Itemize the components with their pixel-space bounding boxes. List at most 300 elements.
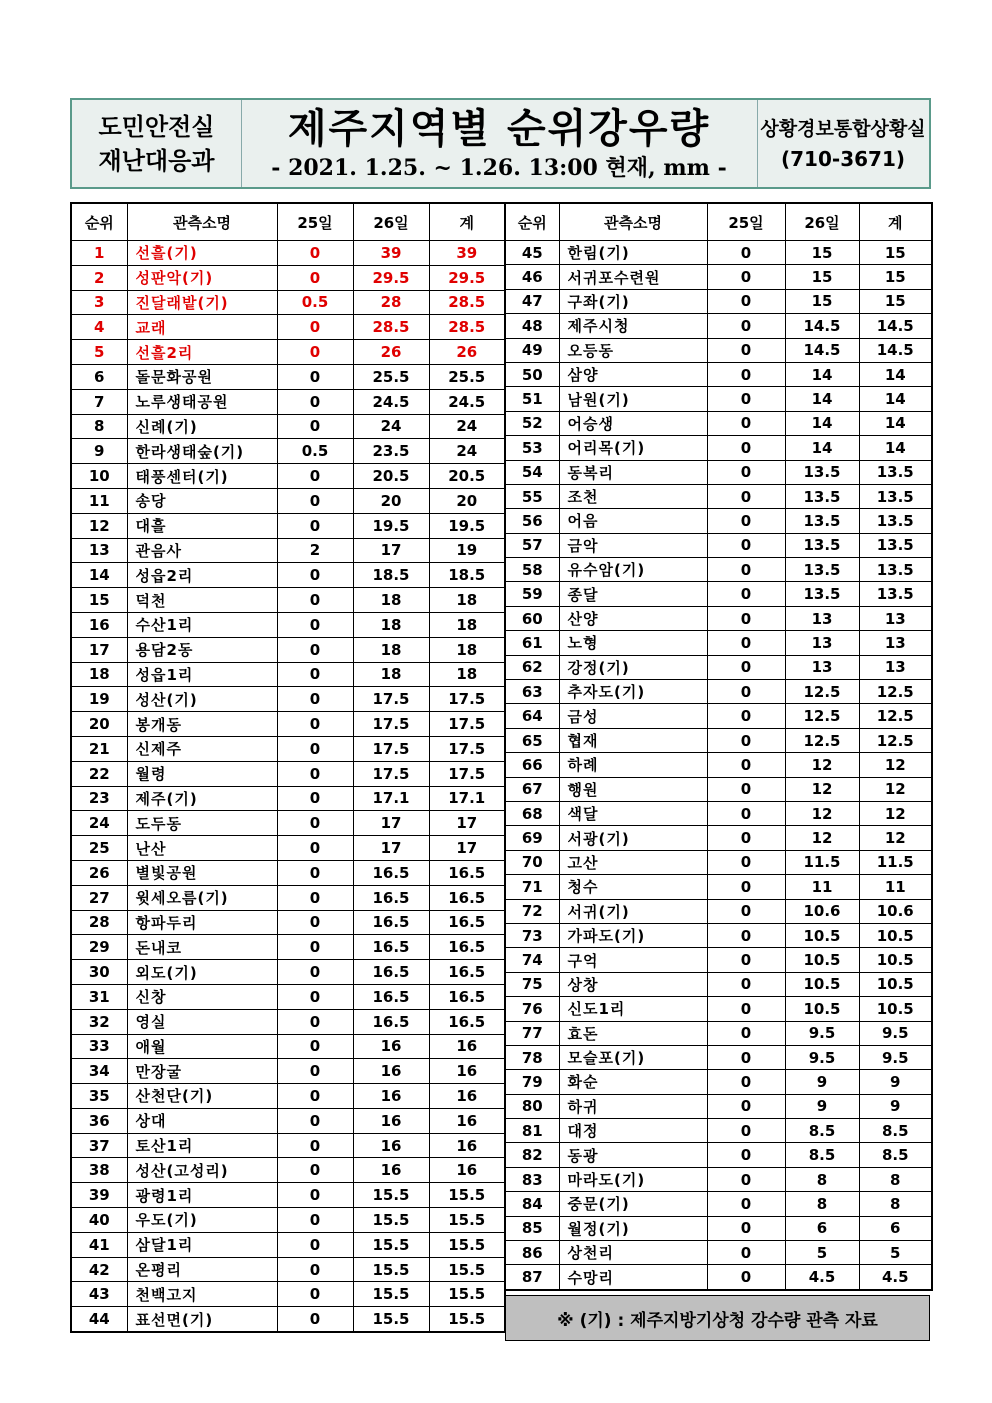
station-name-cell: 성읍2리 — [127, 563, 277, 588]
table-row — [505, 1119, 932, 1143]
day26-cell: 39 — [353, 241, 429, 266]
day26-cell: 18 — [353, 612, 429, 637]
table-row — [505, 1094, 932, 1118]
rank-cell: 87 — [505, 1265, 559, 1290]
table-row — [71, 786, 505, 811]
day26-cell: 10.5 — [785, 923, 859, 947]
day26-cell: 15.5 — [353, 1232, 429, 1257]
station-name-cell: 윗세오름(기) — [127, 885, 277, 910]
rank-cell: 86 — [505, 1241, 559, 1265]
station-name-cell: 가파도(기) — [559, 923, 707, 947]
station-name-cell: 제주(기) — [127, 786, 277, 811]
rank-cell: 17 — [71, 637, 127, 662]
day26-cell: 6 — [785, 1216, 859, 1240]
day25-cell: 0 — [277, 488, 353, 513]
table-row — [71, 290, 505, 315]
station-name-cell: 협재 — [559, 728, 707, 752]
rank-cell: 79 — [505, 1070, 559, 1094]
rank-cell: 47 — [505, 289, 559, 313]
office-name: 상황경보통합상황실 — [760, 117, 926, 140]
day25-cell: 0 — [707, 631, 785, 655]
total-cell: 16 — [429, 1084, 505, 1109]
station-name-cell: 금악 — [559, 533, 707, 557]
day26-cell: 9.5 — [785, 1045, 859, 1069]
rank-cell: 61 — [505, 631, 559, 655]
contact-block — [757, 100, 929, 187]
total-cell: 14.5 — [859, 338, 932, 362]
station-name-cell: 만장굴 — [127, 1059, 277, 1084]
day25-cell: 0 — [707, 801, 785, 825]
day25-cell: 0.5 — [277, 290, 353, 315]
col-station: 관측소명 — [127, 203, 277, 241]
day26-cell: 16 — [353, 1059, 429, 1084]
col-total: 계 — [859, 203, 932, 241]
rank-cell: 75 — [505, 972, 559, 996]
day26-cell: 16 — [353, 1133, 429, 1158]
rank-cell: 73 — [505, 923, 559, 947]
station-name-cell: 월정(기) — [559, 1216, 707, 1240]
day25-cell: 0 — [707, 923, 785, 947]
day25-cell: 0 — [707, 850, 785, 874]
table-row — [71, 315, 505, 340]
day26-cell: 16 — [353, 1084, 429, 1109]
office-phone: (710-3671) — [781, 146, 905, 171]
day25-cell: 0 — [707, 436, 785, 460]
station-name-cell: 성읍1리 — [127, 662, 277, 687]
table-row — [71, 1084, 505, 1109]
total-cell: 8.5 — [859, 1143, 932, 1167]
day25-cell: 0 — [277, 687, 353, 712]
station-name-cell: 구좌(기) — [559, 289, 707, 313]
day25-cell: 2 — [277, 538, 353, 563]
total-cell: 17.5 — [429, 712, 505, 737]
day25-cell: 0 — [707, 265, 785, 289]
day25-cell: 0 — [707, 314, 785, 338]
day26-cell: 17 — [353, 836, 429, 861]
total-cell: 15 — [859, 265, 932, 289]
station-name-cell: 신창 — [127, 984, 277, 1009]
total-cell: 13 — [859, 655, 932, 679]
rank-cell: 43 — [71, 1282, 127, 1307]
station-name-cell: 선흘2리 — [127, 340, 277, 365]
station-name-cell: 항파두리 — [127, 910, 277, 935]
day25-cell: 0 — [277, 935, 353, 960]
day26-cell: 12.5 — [785, 728, 859, 752]
day26-cell: 18 — [353, 662, 429, 687]
rank-cell: 42 — [71, 1257, 127, 1282]
day25-cell: 0 — [707, 777, 785, 801]
total-cell: 12.5 — [859, 704, 932, 728]
day26-cell: 24.5 — [353, 389, 429, 414]
rank-cell: 68 — [505, 801, 559, 825]
day25-cell: 0 — [277, 1158, 353, 1183]
station-name-cell: 동복리 — [559, 460, 707, 484]
table-row — [505, 1070, 932, 1094]
rank-cell: 46 — [505, 265, 559, 289]
day25-cell: 0 — [707, 704, 785, 728]
day25-cell: 0 — [707, 362, 785, 386]
table-row — [71, 761, 505, 786]
rank-cell: 31 — [71, 984, 127, 1009]
rank-cell: 6 — [71, 364, 127, 389]
total-cell: 15 — [859, 289, 932, 313]
rank-cell: 27 — [71, 885, 127, 910]
table-row — [71, 935, 505, 960]
total-cell: 15.5 — [429, 1307, 505, 1332]
station-name-cell: 한라생태숲(기) — [127, 439, 277, 464]
table-row — [505, 1167, 932, 1191]
rank-cell: 77 — [505, 1021, 559, 1045]
rank-cell: 36 — [71, 1108, 127, 1133]
station-name-cell: 성산(기) — [127, 687, 277, 712]
station-name-cell: 청수 — [559, 875, 707, 899]
col-rank: 순위 — [71, 203, 127, 241]
day25-cell: 0 — [277, 612, 353, 637]
rank-cell: 9 — [71, 439, 127, 464]
total-cell: 16 — [429, 1059, 505, 1084]
day25-cell: 0 — [277, 1232, 353, 1257]
total-cell: 28.5 — [429, 290, 505, 315]
day26-cell: 17.5 — [353, 761, 429, 786]
day25-cell: 0 — [707, 826, 785, 850]
day26-cell: 8 — [785, 1167, 859, 1191]
day26-cell: 10.5 — [785, 972, 859, 996]
day25-cell: 0 — [277, 1282, 353, 1307]
total-cell: 16.5 — [429, 935, 505, 960]
day26-cell: 18 — [353, 637, 429, 662]
rank-cell: 2 — [71, 265, 127, 290]
table-row — [505, 338, 932, 362]
day25-cell: 0 — [707, 972, 785, 996]
rank-cell: 84 — [505, 1192, 559, 1216]
total-cell: 16 — [429, 1034, 505, 1059]
rank-cell: 63 — [505, 680, 559, 704]
station-name-cell: 어리목(기) — [559, 436, 707, 460]
day26-cell: 11.5 — [785, 850, 859, 874]
day26-cell: 28 — [353, 290, 429, 315]
rank-cell: 58 — [505, 558, 559, 582]
rank-cell: 7 — [71, 389, 127, 414]
total-cell: 13.5 — [859, 460, 932, 484]
total-cell: 11.5 — [859, 850, 932, 874]
station-name-cell: 상대 — [127, 1108, 277, 1133]
rank-cell: 10 — [71, 464, 127, 489]
table-row — [71, 464, 505, 489]
rank-cell: 51 — [505, 387, 559, 411]
station-name-cell: 모슬포(기) — [559, 1045, 707, 1069]
rank-cell: 44 — [71, 1307, 127, 1332]
day25-cell: 0 — [277, 637, 353, 662]
rank-cell: 8 — [71, 414, 127, 439]
table-row — [71, 637, 505, 662]
day26-cell: 14 — [785, 362, 859, 386]
rank-cell: 55 — [505, 484, 559, 508]
table-row — [505, 875, 932, 899]
station-name-cell: 대정 — [559, 1119, 707, 1143]
day26-cell: 16.5 — [353, 885, 429, 910]
day26-cell: 16.5 — [353, 860, 429, 885]
day25-cell: 0 — [707, 1143, 785, 1167]
total-cell: 20.5 — [429, 464, 505, 489]
table-row — [71, 414, 505, 439]
rank-cell: 45 — [505, 241, 559, 265]
day25-cell: 0 — [277, 736, 353, 761]
table-row — [71, 1257, 505, 1282]
rank-cell: 81 — [505, 1119, 559, 1143]
total-cell: 25.5 — [429, 364, 505, 389]
day26-cell: 13.5 — [785, 460, 859, 484]
rank-cell: 65 — [505, 728, 559, 752]
station-name-cell: 신제주 — [127, 736, 277, 761]
day26-cell: 16 — [353, 1108, 429, 1133]
day26-cell: 4.5 — [785, 1265, 859, 1290]
station-name-cell: 상천리 — [559, 1241, 707, 1265]
day26-cell: 12 — [785, 826, 859, 850]
day25-cell: 0 — [707, 289, 785, 313]
total-cell: 15.5 — [429, 1183, 505, 1208]
day25-cell: 0 — [707, 606, 785, 630]
rank-cell: 82 — [505, 1143, 559, 1167]
table-row — [505, 265, 932, 289]
table-row — [505, 484, 932, 508]
table-row — [505, 314, 932, 338]
day26-cell: 12 — [785, 753, 859, 777]
total-cell: 29.5 — [429, 265, 505, 290]
col-rank: 순위 — [505, 203, 559, 241]
rank-cell: 24 — [71, 811, 127, 836]
table-row — [71, 588, 505, 613]
station-name-cell: 산천단(기) — [127, 1084, 277, 1109]
total-cell: 13 — [859, 631, 932, 655]
day25-cell: 0 — [277, 1108, 353, 1133]
day26-cell: 13.5 — [785, 509, 859, 533]
total-cell: 16.5 — [429, 860, 505, 885]
table-row — [505, 582, 932, 606]
station-name-cell: 삼양 — [559, 362, 707, 386]
table-row — [71, 538, 505, 563]
day26-cell: 8 — [785, 1192, 859, 1216]
table-row — [71, 241, 505, 266]
day26-cell: 13.5 — [785, 533, 859, 557]
day25-cell: 0 — [707, 948, 785, 972]
rank-cell: 30 — [71, 960, 127, 985]
table-row — [505, 606, 932, 630]
day25-cell: 0 — [277, 910, 353, 935]
table-row — [505, 826, 932, 850]
day25-cell: 0 — [277, 1208, 353, 1233]
rank-cell: 57 — [505, 533, 559, 557]
rank-cell: 20 — [71, 712, 127, 737]
station-name-cell: 하례 — [559, 753, 707, 777]
table-row — [71, 1034, 505, 1059]
total-cell: 9 — [859, 1094, 932, 1118]
day26-cell: 5 — [785, 1241, 859, 1265]
day26-cell: 17.5 — [353, 687, 429, 712]
station-name-cell: 효돈 — [559, 1021, 707, 1045]
rank-cell: 40 — [71, 1208, 127, 1233]
day26-cell: 17.5 — [353, 736, 429, 761]
total-cell: 10.5 — [859, 923, 932, 947]
col-day25: 25일 — [707, 203, 785, 241]
total-cell: 10.5 — [859, 972, 932, 996]
day25-cell: 0 — [277, 960, 353, 985]
day25-cell: 0 — [707, 1192, 785, 1216]
table-row — [71, 612, 505, 637]
total-cell: 19.5 — [429, 513, 505, 538]
day26-cell: 16.5 — [353, 910, 429, 935]
day25-cell: 0 — [707, 558, 785, 582]
table-row — [505, 1241, 932, 1265]
day26-cell: 16.5 — [353, 1009, 429, 1034]
table-row — [505, 387, 932, 411]
day26-cell: 29.5 — [353, 265, 429, 290]
station-name-cell: 수산1리 — [127, 612, 277, 637]
day26-cell: 13 — [785, 606, 859, 630]
station-name-cell: 삼달1리 — [127, 1232, 277, 1257]
table-row — [71, 1009, 505, 1034]
total-cell: 17.5 — [429, 761, 505, 786]
table-row — [505, 436, 932, 460]
table-row — [71, 662, 505, 687]
day26-cell: 13.5 — [785, 582, 859, 606]
day26-cell: 13 — [785, 655, 859, 679]
day25-cell: 0 — [277, 786, 353, 811]
table-row — [71, 364, 505, 389]
rank-cell: 38 — [71, 1158, 127, 1183]
station-name-cell: 노루생태공원 — [127, 389, 277, 414]
day25-cell: 0 — [277, 364, 353, 389]
table-row — [71, 1282, 505, 1307]
rank-cell: 3 — [71, 290, 127, 315]
station-name-cell: 어음 — [559, 509, 707, 533]
table-row — [71, 1059, 505, 1084]
rank-cell: 22 — [71, 761, 127, 786]
day25-cell: 0 — [277, 588, 353, 613]
rank-cell: 80 — [505, 1094, 559, 1118]
rank-cell: 66 — [505, 753, 559, 777]
station-name-cell: 상창 — [559, 972, 707, 996]
station-name-cell: 외도(기) — [127, 960, 277, 985]
station-name-cell: 표선면(기) — [127, 1307, 277, 1332]
page-subtitle: - 2021. 1.25. ~ 1.26. 13:00 현재, mm - — [271, 154, 727, 181]
station-name-cell: 관음사 — [127, 538, 277, 563]
day25-cell: 0 — [707, 1241, 785, 1265]
rank-cell: 39 — [71, 1183, 127, 1208]
day25-cell: 0 — [277, 1257, 353, 1282]
day25-cell: 0 — [707, 582, 785, 606]
table-row — [71, 860, 505, 885]
station-name-cell: 색달 — [559, 801, 707, 825]
rank-cell: 1 — [71, 241, 127, 266]
day26-cell: 8.5 — [785, 1143, 859, 1167]
day25-cell: 0 — [707, 1045, 785, 1069]
day26-cell: 16 — [353, 1158, 429, 1183]
day25-cell: 0 — [277, 1133, 353, 1158]
table-row — [505, 533, 932, 557]
station-name-cell: 천백고지 — [127, 1282, 277, 1307]
day26-cell: 14.5 — [785, 314, 859, 338]
rank-cell: 15 — [71, 588, 127, 613]
rank-cell: 35 — [71, 1084, 127, 1109]
day25-cell: 0 — [277, 984, 353, 1009]
rank-cell: 50 — [505, 362, 559, 386]
table-row — [505, 948, 932, 972]
station-name-cell: 별빛공원 — [127, 860, 277, 885]
rank-cell: 25 — [71, 836, 127, 861]
table-header-row — [505, 203, 932, 241]
total-cell: 13 — [859, 606, 932, 630]
total-cell: 17.1 — [429, 786, 505, 811]
rank-cell: 16 — [71, 612, 127, 637]
rank-cell: 11 — [71, 488, 127, 513]
total-cell: 12 — [859, 826, 932, 850]
station-name-cell: 어승생 — [559, 411, 707, 435]
total-cell: 18 — [429, 588, 505, 613]
table-header-row — [71, 203, 505, 241]
rank-cell: 23 — [71, 786, 127, 811]
day25-cell: 0 — [707, 1094, 785, 1118]
rank-cell: 53 — [505, 436, 559, 460]
station-name-cell: 대흘 — [127, 513, 277, 538]
day26-cell: 13 — [785, 631, 859, 655]
col-total: 계 — [429, 203, 505, 241]
day26-cell: 16.5 — [353, 935, 429, 960]
total-cell: 18 — [429, 662, 505, 687]
total-cell: 16.5 — [429, 984, 505, 1009]
day25-cell: 0.5 — [277, 439, 353, 464]
total-cell: 16.5 — [429, 885, 505, 910]
total-cell: 15 — [859, 241, 932, 265]
day25-cell: 0 — [277, 414, 353, 439]
day26-cell: 12 — [785, 777, 859, 801]
total-cell: 14 — [859, 436, 932, 460]
day25-cell: 0 — [707, 241, 785, 265]
day25-cell: 0 — [707, 728, 785, 752]
table-row — [505, 631, 932, 655]
total-cell: 12 — [859, 801, 932, 825]
station-name-cell: 유수암(기) — [559, 558, 707, 582]
table-row — [505, 1265, 932, 1290]
table-row — [505, 411, 932, 435]
total-cell: 14 — [859, 362, 932, 386]
table-row — [71, 836, 505, 861]
day26-cell: 14.5 — [785, 338, 859, 362]
station-name-cell: 온평리 — [127, 1257, 277, 1282]
table-row — [71, 1158, 505, 1183]
table-row — [71, 1307, 505, 1332]
station-name-cell: 수망리 — [559, 1265, 707, 1290]
total-cell: 8 — [859, 1167, 932, 1191]
station-name-cell: 신례(기) — [127, 414, 277, 439]
rank-cell: 76 — [505, 997, 559, 1021]
day25-cell: 0 — [277, 860, 353, 885]
day25-cell: 0 — [707, 411, 785, 435]
day26-cell: 15.5 — [353, 1208, 429, 1233]
day26-cell: 16 — [353, 1034, 429, 1059]
table-row — [71, 340, 505, 365]
day25-cell: 0 — [707, 899, 785, 923]
day25-cell: 0 — [707, 1070, 785, 1094]
station-name-cell: 신도1리 — [559, 997, 707, 1021]
rank-cell: 34 — [71, 1059, 127, 1084]
day26-cell: 17 — [353, 811, 429, 836]
total-cell: 24.5 — [429, 389, 505, 414]
total-cell: 24 — [429, 439, 505, 464]
day26-cell: 9.5 — [785, 1021, 859, 1045]
station-name-cell: 송당 — [127, 488, 277, 513]
rank-cell: 69 — [505, 826, 559, 850]
total-cell: 13.5 — [859, 558, 932, 582]
